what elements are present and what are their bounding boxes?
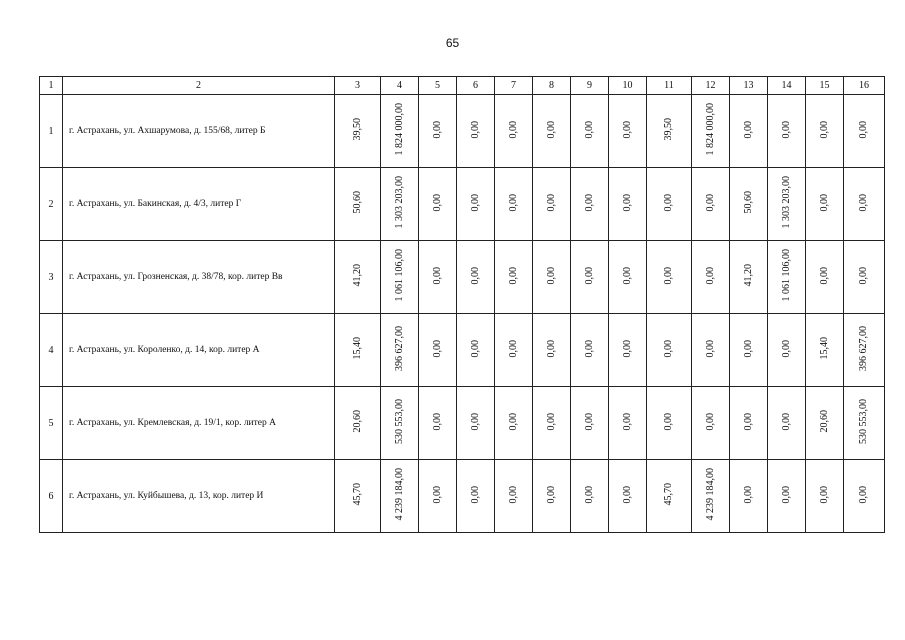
value-cell: [730, 168, 768, 241]
value-cell: [495, 95, 533, 168]
cell-value: 0,00: [621, 485, 633, 504]
value-cell: [730, 241, 768, 314]
cell-value: 0,00: [742, 339, 754, 358]
cell-value: 0,00: [663, 193, 674, 212]
cell-value: 1 303 203,00: [393, 176, 405, 229]
column-header: 2: [63, 77, 335, 95]
value-cell: [609, 314, 647, 387]
column-header: 9: [571, 77, 609, 95]
value-cell: [495, 387, 533, 460]
value-cell: [692, 314, 730, 387]
cell-value: 0,00: [663, 412, 674, 431]
cell-value: 0,00: [583, 266, 595, 285]
cell-value: 0,00: [780, 412, 792, 431]
address-cell: г. Астрахань, ул. Короленко, д. 14, кор. литер А: [63, 314, 335, 387]
cell-value: 20,60: [818, 410, 830, 433]
cell-value: 0,00: [583, 120, 595, 139]
value-cell: [335, 241, 381, 314]
cell-value: 0,00: [507, 485, 519, 504]
row-number: 3: [40, 241, 63, 314]
address-cell: г. Астрахань, ул. Бакинская, д. 4/3, литер Г: [63, 168, 335, 241]
value-cell: [495, 168, 533, 241]
cell-value: 39,50: [351, 118, 363, 141]
cell-value: 45,70: [351, 483, 363, 506]
cell-value: 0,00: [507, 193, 519, 212]
cell-value: 1 824 000,00: [704, 103, 716, 156]
cell-value: 0,00: [742, 120, 754, 139]
value-cell: [381, 460, 419, 533]
value-cell: [768, 314, 806, 387]
value-cell: [457, 241, 495, 314]
page-number: 65: [445, 36, 460, 50]
cell-value: 0,00: [507, 266, 519, 285]
value-cell: [381, 168, 419, 241]
cell-value: 0,00: [469, 412, 481, 431]
cell-value: 0,00: [545, 339, 557, 358]
value-cell: [419, 387, 457, 460]
cell-value: 0,00: [431, 485, 443, 504]
cell-value: 0,00: [545, 412, 557, 431]
value-cell: [571, 168, 609, 241]
value-cell: [533, 314, 571, 387]
value-cell: [495, 241, 533, 314]
column-header: 11: [647, 77, 692, 95]
cell-value: 0,00: [818, 120, 830, 139]
cell-value: 45,70: [663, 483, 674, 506]
row-number: 5: [40, 387, 63, 460]
table-header: [40, 77, 885, 95]
cell-value: 0,00: [583, 485, 595, 504]
column-header: 5: [419, 77, 457, 95]
cell-value: 0,00: [431, 120, 443, 139]
cell-value: 50,60: [742, 191, 754, 214]
cell-value: 396 627,00: [858, 326, 869, 371]
value-cell: [692, 95, 730, 168]
cell-value: 0,00: [431, 339, 443, 358]
value-cell: [571, 460, 609, 533]
value-cell: [571, 95, 609, 168]
cell-value: 530 553,00: [858, 399, 869, 444]
cell-value: 530 553,00: [393, 399, 405, 444]
value-cell: [609, 95, 647, 168]
cell-value: 0,00: [583, 339, 595, 358]
value-cell: [609, 460, 647, 533]
value-cell: [533, 241, 571, 314]
value-cell: [844, 95, 885, 168]
value-cell: [495, 314, 533, 387]
value-cell: [419, 314, 457, 387]
value-cell: [533, 168, 571, 241]
cell-value: 41,20: [351, 264, 363, 287]
cell-value: 39,50: [663, 118, 674, 141]
cell-value: 0,00: [431, 266, 443, 285]
value-cell: [335, 95, 381, 168]
value-cell: [768, 241, 806, 314]
value-cell: [647, 95, 692, 168]
address-cell: г. Астрахань, ул. Куйбышева, д. 13, кор. литер И: [63, 460, 335, 533]
value-cell: [381, 95, 419, 168]
value-cell: [457, 314, 495, 387]
cell-value: 0,00: [469, 485, 481, 504]
cell-value: 0,00: [583, 193, 595, 212]
row-number: 1: [40, 95, 63, 168]
cell-value: 0,00: [621, 412, 633, 431]
cell-value: 0,00: [780, 120, 792, 139]
cell-value: 0,00: [818, 193, 830, 212]
header-row: [40, 77, 885, 95]
value-cell: [335, 314, 381, 387]
cell-value: 0,00: [507, 120, 519, 139]
column-header: 3: [335, 77, 381, 95]
value-cell: [457, 460, 495, 533]
value-cell: [806, 95, 844, 168]
value-cell: [806, 314, 844, 387]
column-header: 10: [609, 77, 647, 95]
cell-value: 0,00: [742, 412, 754, 431]
value-cell: [609, 168, 647, 241]
cell-value: 0,00: [780, 485, 792, 504]
column-header: 4: [381, 77, 419, 95]
cell-value: 0,00: [545, 266, 557, 285]
value-cell: [381, 314, 419, 387]
cell-value: 1 824 000,00: [393, 103, 405, 156]
cell-value: 0,00: [431, 412, 443, 431]
cell-value: 0,00: [858, 193, 869, 212]
value-cell: [844, 168, 885, 241]
cell-value: 0,00: [858, 485, 869, 504]
cell-value: 50,60: [351, 191, 363, 214]
address-cell: г. Астрахань, ул. Грозненская, д. 38/78, кор. литер Вв: [63, 241, 335, 314]
value-cell: [647, 387, 692, 460]
cell-value: 0,00: [621, 339, 633, 358]
cell-value: 0,00: [469, 193, 481, 212]
cell-value: 0,00: [818, 266, 830, 285]
value-cell: [768, 168, 806, 241]
cell-value: 1 303 203,00: [780, 176, 792, 229]
column-header: 8: [533, 77, 571, 95]
cell-value: 0,00: [780, 339, 792, 358]
cell-value: 0,00: [469, 266, 481, 285]
cell-value: 0,00: [742, 485, 754, 504]
column-header: 1: [40, 77, 63, 95]
cell-value: 0,00: [818, 485, 830, 504]
value-cell: [419, 460, 457, 533]
cell-value: 0,00: [704, 193, 716, 212]
value-cell: [844, 460, 885, 533]
value-cell: [806, 168, 844, 241]
value-cell: [730, 314, 768, 387]
value-cell: [571, 241, 609, 314]
table-body: [40, 95, 885, 533]
data-table: [39, 76, 885, 533]
column-header: 7: [495, 77, 533, 95]
table-row: [40, 95, 885, 168]
value-cell: [844, 314, 885, 387]
value-cell: [495, 460, 533, 533]
cell-value: 0,00: [545, 193, 557, 212]
column-header: 15: [806, 77, 844, 95]
value-cell: [533, 460, 571, 533]
value-cell: [806, 387, 844, 460]
value-cell: [457, 95, 495, 168]
value-cell: [533, 95, 571, 168]
column-header: 14: [768, 77, 806, 95]
value-cell: [806, 241, 844, 314]
cell-value: 0,00: [663, 266, 674, 285]
value-cell: [571, 387, 609, 460]
value-cell: [457, 168, 495, 241]
value-cell: [335, 460, 381, 533]
cell-value: 0,00: [507, 412, 519, 431]
value-cell: [647, 168, 692, 241]
cell-value: 1 061 106,00: [780, 249, 792, 302]
value-cell: [730, 387, 768, 460]
cell-value: 0,00: [545, 120, 557, 139]
row-number: 6: [40, 460, 63, 533]
value-cell: [419, 241, 457, 314]
cell-value: 20,60: [351, 410, 363, 433]
value-cell: [571, 314, 609, 387]
value-cell: [730, 95, 768, 168]
value-cell: [806, 460, 844, 533]
cell-value: 0,00: [507, 339, 519, 358]
cell-value: 0,00: [704, 266, 716, 285]
cell-value: 0,00: [621, 120, 633, 139]
value-cell: [457, 387, 495, 460]
cell-value: 0,00: [704, 412, 716, 431]
value-cell: [768, 95, 806, 168]
cell-value: 0,00: [621, 266, 633, 285]
column-header: 13: [730, 77, 768, 95]
cell-value: 0,00: [431, 193, 443, 212]
cell-value: 0,00: [704, 339, 716, 358]
cell-value: 41,20: [742, 264, 754, 287]
value-cell: [692, 241, 730, 314]
table-row: [40, 387, 885, 460]
row-number: 4: [40, 314, 63, 387]
table-row: [40, 241, 885, 314]
cell-value: 1 061 106,00: [393, 249, 405, 302]
value-cell: [419, 95, 457, 168]
column-header: 16: [844, 77, 885, 95]
cell-value: 0,00: [469, 120, 481, 139]
row-number: 2: [40, 168, 63, 241]
cell-value: 0,00: [858, 266, 869, 285]
cell-value: 15,40: [818, 337, 830, 360]
value-cell: [647, 314, 692, 387]
table-row: [40, 314, 885, 387]
value-cell: [692, 460, 730, 533]
value-cell: [647, 460, 692, 533]
value-cell: [692, 387, 730, 460]
cell-value: 15,40: [351, 337, 363, 360]
column-header: 6: [457, 77, 495, 95]
value-cell: [647, 241, 692, 314]
value-cell: [419, 168, 457, 241]
value-cell: [335, 387, 381, 460]
table-row: [40, 168, 885, 241]
cell-value: 0,00: [663, 339, 674, 358]
cell-value: 0,00: [621, 193, 633, 212]
cell-value: 396 627,00: [393, 326, 405, 371]
cell-value: 0,00: [469, 339, 481, 358]
table-row: [40, 460, 885, 533]
value-cell: [768, 460, 806, 533]
value-cell: [692, 168, 730, 241]
value-cell: [533, 387, 571, 460]
value-cell: [381, 387, 419, 460]
value-cell: [335, 168, 381, 241]
address-cell: г. Астрахань, ул. Кремлевская, д. 19/1, кор. литер А: [63, 387, 335, 460]
value-cell: [609, 387, 647, 460]
cell-value: 4 239 184,00: [393, 468, 405, 521]
cell-value: 0,00: [545, 485, 557, 504]
cell-value: 0,00: [583, 412, 595, 431]
cell-value: 4 239 184,00: [704, 468, 716, 521]
column-header: 12: [692, 77, 730, 95]
cell-value: 0,00: [858, 120, 869, 139]
value-cell: [844, 241, 885, 314]
value-cell: [609, 241, 647, 314]
address-cell: г. Астрахань, ул. Ахшарумова, д. 155/68, литер Б: [63, 95, 335, 168]
value-cell: [768, 387, 806, 460]
value-cell: [844, 387, 885, 460]
value-cell: [730, 460, 768, 533]
value-cell: [381, 241, 419, 314]
